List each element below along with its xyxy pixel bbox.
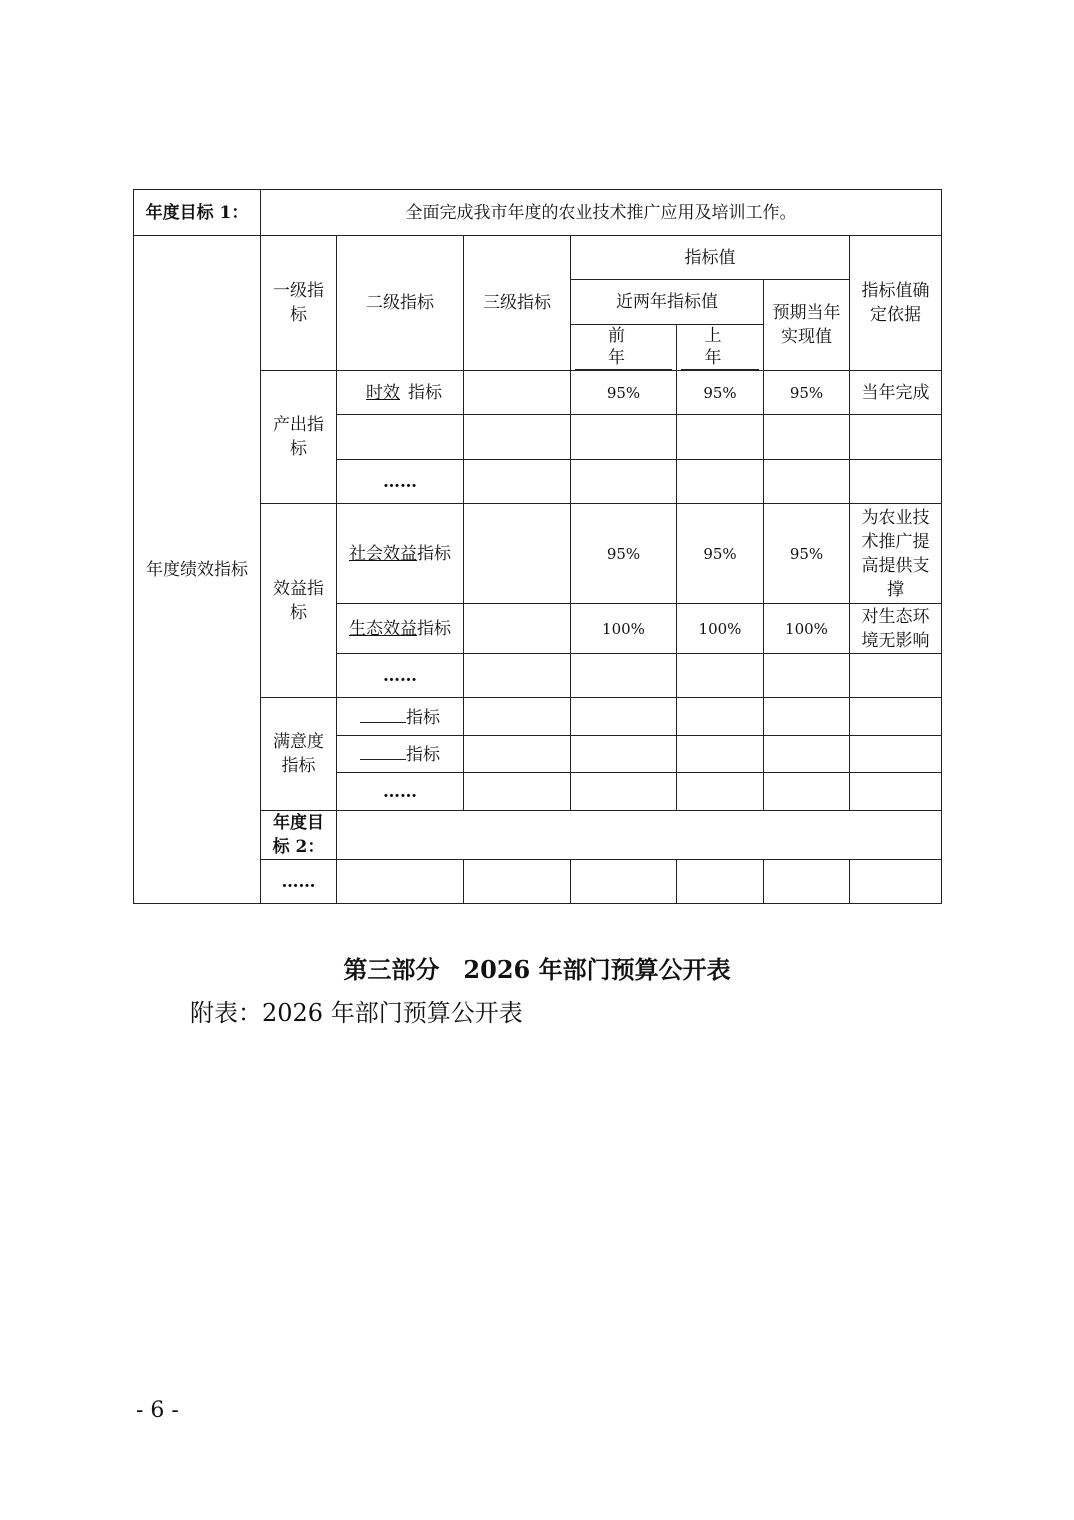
output-row-1-basis: 当年完成 [850, 371, 942, 415]
benefit-row-ellipsis: …… [337, 654, 464, 698]
header-indicator-value: 指标值 [571, 236, 850, 280]
satisfaction-row-2-indicator: 指标 [337, 736, 464, 773]
benefit-row-1-prev: 95% [571, 504, 677, 604]
benefit-row-2-expected: 100% [764, 604, 850, 654]
last-row-ellipsis: …… [261, 860, 337, 904]
benefit-row-2-indicator: 生态效益指标 [337, 604, 464, 654]
benefit-group: 效益指标 [261, 504, 337, 698]
header-level3: 三级指标 [464, 236, 571, 371]
header-recent-two-years: 近两年指标值 [571, 280, 764, 325]
goal1-text: 全面完成我市年度的农业技术推广应用及培训工作。 [261, 190, 942, 236]
benefit-row-1-last: 95% [677, 504, 764, 604]
benefit-row-2-last: 100% [677, 604, 764, 654]
satisfaction-group: 满意度指标 [261, 698, 337, 811]
output-row-1-prev: 95% [571, 371, 677, 415]
header-level1: 一级指标 [261, 236, 337, 371]
header-level2: 二级指标 [337, 236, 464, 371]
header-basis: 指标值确定依据 [850, 236, 942, 371]
output-row-2-indicator [337, 415, 464, 460]
output-row-1-level3 [464, 371, 571, 415]
goal1-label: 年度目标 1： [134, 190, 261, 236]
page-number: - 6 - [136, 1398, 179, 1423]
attachment-line: 附表：2026 年部门预算公开表 [190, 999, 523, 1027]
benefit-row-2-basis: 对生态环境无影响 [850, 604, 942, 654]
header-last-year: 上 年 [677, 325, 764, 371]
header-expected: 预期当年实现值 [764, 280, 850, 371]
benefit-row-1-indicator: 社会效益指标 [337, 504, 464, 604]
output-row-1-last: 95% [677, 371, 764, 415]
header-prev-year: 前 年 [571, 325, 677, 371]
benefit-row-1-expected: 95% [764, 504, 850, 604]
output-row-1-indicator: 时效 指标 [337, 371, 464, 415]
performance-table [133, 189, 942, 904]
output-row-1-expected: 95% [764, 371, 850, 415]
satisfaction-row-1-indicator: 指标 [337, 698, 464, 736]
benefit-row-1-basis: 为农业技术推广提高提供支撑 [850, 504, 942, 604]
annual-performance-label: 年度绩效指标 [134, 236, 261, 904]
benefit-row-2-prev: 100% [571, 604, 677, 654]
section-title: 第三部分 2026 年部门预算公开表 [343, 955, 731, 984]
output-group: 产出指标 [261, 371, 337, 504]
goal2-text [337, 811, 942, 860]
goal2-label: 年度目标 2： [261, 811, 337, 860]
satisfaction-row-ellipsis: …… [337, 773, 464, 811]
output-row-ellipsis: …… [337, 460, 464, 504]
